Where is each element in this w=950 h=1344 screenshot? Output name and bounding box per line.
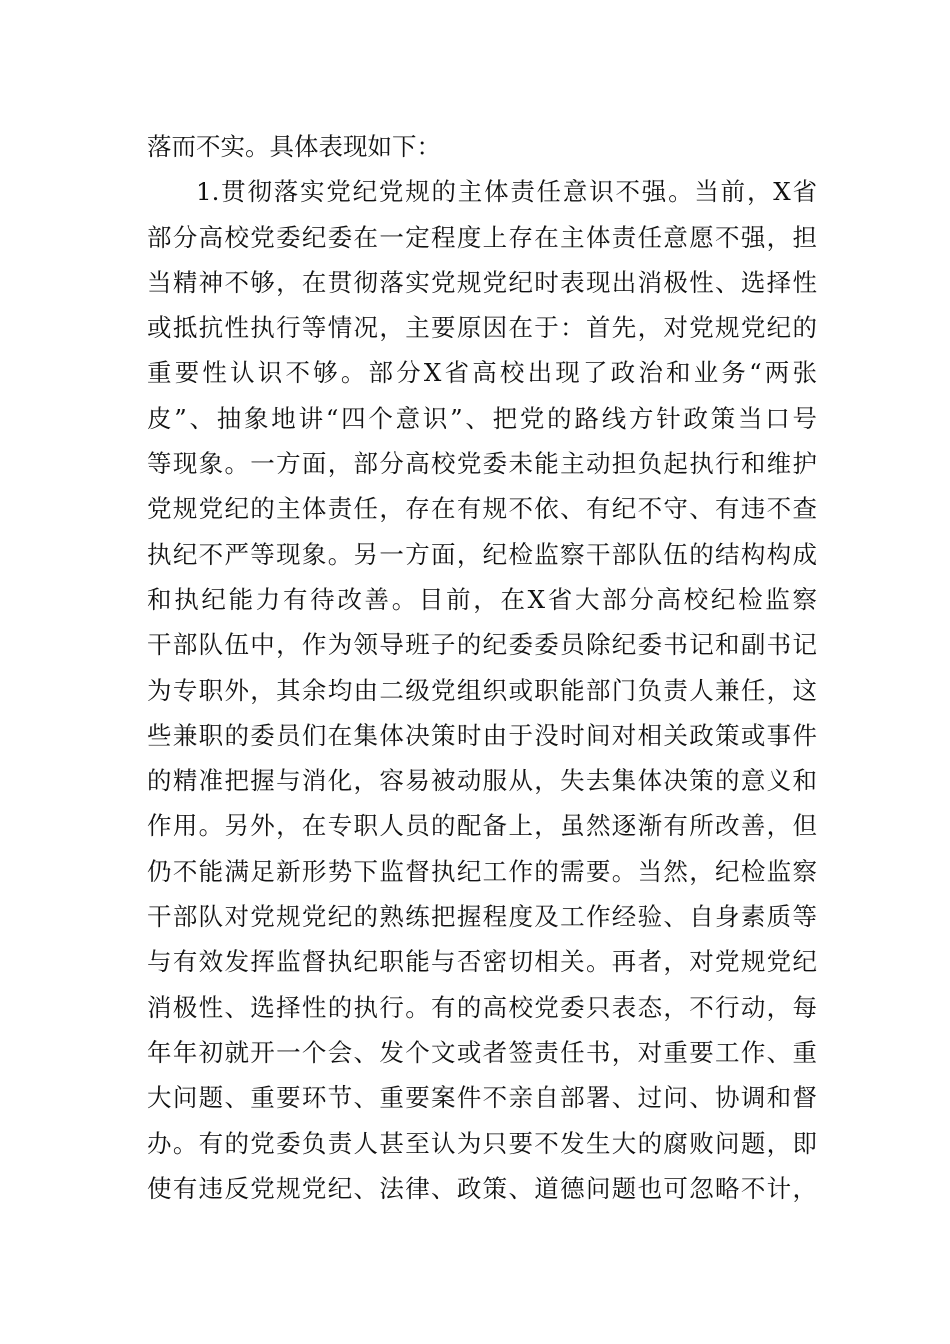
text-line: 办。有的党委负责人甚至认为只要不发生大的腐败问题，即 bbox=[147, 1128, 817, 1158]
text-line: 的精准把握与消化，容易被动服从，失去集体决策的意义和 bbox=[147, 766, 817, 796]
paragraph-start-line: 1.贯彻落实党纪党规的主体责任意识不强。当前，X省 bbox=[196, 177, 817, 207]
text-line: 作用。另外，在专职人员的配备上，虽然逐渐有所改善，但 bbox=[147, 811, 817, 841]
text-line: 落而不实。具体表现如下： bbox=[147, 132, 441, 161]
text-line: 使有违反党规党纪、法律、政策、道德问题也可忽略不计， bbox=[147, 1173, 817, 1203]
text-line: 或抵抗性执行等情况，主要原因在于：首先，对党规党纪的 bbox=[147, 313, 817, 343]
text-line: 等现象。一方面，部分高校党委未能主动担负起执行和维护 bbox=[147, 449, 817, 479]
text-line: 消极性、选择性的执行。有的高校党委只表态，不行动，每 bbox=[147, 992, 817, 1022]
text-line: 些兼职的委员们在集体决策时由于没时间对相关政策或事件 bbox=[147, 720, 817, 750]
text-line: 年年初就开一个会、发个文或者签责任书，对重要工作、重 bbox=[147, 1037, 817, 1067]
text-line: 当精神不够，在贯彻落实党规党纪时表现出消极性、选择性 bbox=[147, 267, 817, 297]
text-line: 皮”、抽象地讲“四个意识”、把党的路线方针政策当口号 bbox=[147, 403, 817, 433]
text-line: 与有效发挥监督执纪职能与否密切相关。再者，对党规党纪 bbox=[147, 947, 817, 977]
text-line: 仍不能满足新形势下监督执纪工作的需要。当然，纪检监察 bbox=[147, 856, 817, 886]
text-line: 干部队对党规党纪的熟练把握程度及工作经验、自身素质等 bbox=[147, 902, 817, 932]
text-line: 重要性认识不够。部分X省高校出现了政治和业务“两张 bbox=[147, 358, 817, 388]
text-line: 大问题、重要环节、重要案件不亲自部署、过问、协调和督 bbox=[147, 1083, 817, 1113]
text-line: 执纪不严等现象。另一方面，纪检监察干部队伍的结构构成 bbox=[147, 539, 817, 569]
text-line: 干部队伍中，作为领导班子的纪委委员除纪委书记和副书记 bbox=[147, 630, 817, 660]
text-line: 为专职外，其余均由二级党组织或职能部门负责人兼任，这 bbox=[147, 675, 817, 705]
text-line: 部分高校党委纪委在一定程度上存在主体责任意愿不强，担 bbox=[147, 222, 817, 252]
text-line: 党规党纪的主体责任，存在有规不依、有纪不守、有违不查 bbox=[147, 494, 817, 524]
text-line: 和执纪能力有待改善。目前，在X省大部分高校纪检监察 bbox=[147, 584, 817, 614]
body-text bbox=[147, 124, 817, 1211]
